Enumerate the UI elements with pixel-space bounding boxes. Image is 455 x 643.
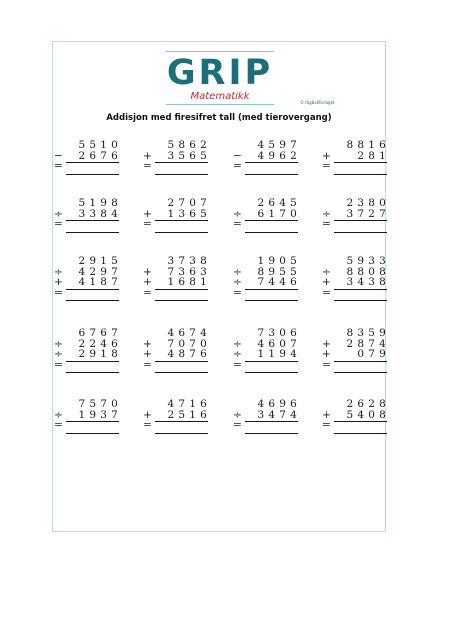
problem-row	[233, 151, 303, 162]
problem-row	[54, 209, 124, 220]
problem-6	[143, 198, 213, 230]
answer-row	[54, 420, 124, 431]
equals-sign: =	[143, 218, 152, 230]
operand-number: 3727	[346, 207, 390, 220]
operand-number: 2246	[78, 337, 122, 350]
problem-15	[233, 328, 303, 370]
problem-row	[143, 277, 213, 288]
operator-sign: ÷	[54, 337, 63, 350]
problem-row	[54, 151, 124, 162]
operator-sign: +	[143, 149, 152, 162]
operand-number: 2918	[78, 348, 122, 360]
answer-rule[interactable]	[334, 174, 387, 175]
equals-sign: =	[322, 286, 331, 299]
problem-row	[322, 410, 392, 421]
operand-number: 2707	[167, 197, 211, 209]
answer-row	[233, 219, 303, 230]
answer-rule[interactable]	[155, 372, 208, 373]
operand-number: 2915	[78, 255, 122, 267]
problem-9	[54, 256, 124, 298]
answer-row	[322, 161, 392, 172]
equals-sign: =	[322, 160, 331, 172]
problem-1	[54, 140, 124, 172]
problem-row	[233, 209, 303, 220]
answer-rule[interactable]	[155, 232, 208, 233]
operand-number: 4597	[257, 139, 301, 151]
logo-subtitle: Matematikk	[190, 91, 250, 102]
operator-sign: −	[54, 149, 63, 162]
operator-sign: ÷	[233, 207, 242, 220]
problem-row	[322, 399, 392, 410]
problem-14	[143, 328, 213, 370]
problem-12	[322, 256, 392, 298]
operand-number: 281	[349, 149, 390, 162]
answer-row	[233, 360, 303, 371]
problem-16	[322, 328, 392, 370]
problem-row	[143, 140, 213, 151]
operand-number: 1937	[78, 408, 122, 421]
operand-number: 2676	[78, 149, 122, 162]
operator-sign: −	[233, 149, 242, 162]
logo-bottom-rule	[166, 104, 274, 105]
operand-number: 7306	[257, 327, 301, 339]
answer-rule[interactable]	[66, 372, 119, 373]
operand-number: 1365	[167, 207, 211, 220]
operator-sign: +	[143, 408, 152, 421]
problem-8	[322, 198, 392, 230]
operator-sign: ÷	[54, 265, 63, 278]
answer-row	[143, 288, 213, 299]
operand-number: 2628	[346, 398, 390, 410]
problem-row	[322, 198, 392, 209]
problem-4	[322, 140, 392, 172]
operand-number: 6767	[78, 327, 122, 339]
answer-row	[54, 219, 124, 230]
problem-row	[54, 349, 124, 360]
problem-row	[233, 140, 303, 151]
operand-number: 7570	[78, 398, 122, 410]
problem-row	[322, 256, 392, 267]
answer-rule[interactable]	[245, 232, 298, 233]
operator-sign: ÷	[322, 207, 331, 220]
operand-number: 5408	[346, 408, 390, 421]
answer-row	[143, 219, 213, 230]
answer-row	[54, 161, 124, 172]
operand-number: 4297	[78, 265, 122, 278]
operand-number: 5510	[78, 139, 122, 151]
operand-number: 2380	[346, 197, 390, 209]
problem-row	[54, 328, 124, 339]
operand-number: 6170	[257, 207, 301, 220]
logo-top-rule	[166, 51, 274, 52]
answer-rule[interactable]	[245, 174, 298, 175]
equals-sign: =	[54, 286, 63, 299]
problem-row	[233, 256, 303, 267]
operand-number: 8816	[346, 139, 390, 151]
operand-number: 3474	[257, 408, 301, 421]
operator-sign: ÷	[54, 408, 63, 421]
equals-sign: =	[322, 218, 331, 230]
operand-number: 3384	[78, 207, 122, 220]
problem-row	[322, 277, 392, 288]
operand-number: 4696	[257, 398, 301, 410]
answer-row	[54, 288, 124, 299]
operator-sign: ÷	[233, 348, 242, 360]
operand-number: 7446	[257, 276, 301, 288]
operator-sign: +	[143, 337, 152, 350]
problem-row	[322, 328, 392, 339]
answer-row	[54, 360, 124, 371]
answer-rule[interactable]	[66, 174, 119, 175]
operand-number: 1194	[257, 348, 301, 360]
equals-sign: =	[233, 358, 242, 371]
problem-row	[233, 410, 303, 421]
operand-number: 4674	[167, 327, 211, 339]
problem-18	[143, 399, 213, 431]
answer-rule[interactable]	[245, 372, 298, 373]
problem-3	[233, 140, 303, 172]
problem-row	[54, 256, 124, 267]
answer-row	[233, 420, 303, 431]
equals-sign: =	[143, 358, 152, 371]
operator-sign: +	[54, 276, 63, 288]
operator-sign: ÷	[233, 337, 242, 350]
equals-sign: =	[143, 419, 152, 431]
answer-row	[233, 288, 303, 299]
operator-sign: ÷	[233, 276, 242, 288]
problem-row	[143, 209, 213, 220]
equals-sign: =	[233, 160, 242, 172]
problem-row	[233, 198, 303, 209]
equals-sign: =	[233, 286, 242, 299]
operand-number: 079	[349, 348, 390, 360]
operator-sign: +	[322, 408, 331, 421]
operand-number: 5933	[346, 255, 390, 267]
problem-row	[143, 410, 213, 421]
answer-rule[interactable]	[245, 300, 298, 301]
problem-row	[143, 151, 213, 162]
answer-rule[interactable]	[66, 232, 119, 233]
answer-rule[interactable]	[155, 300, 208, 301]
operand-number: 8359	[346, 327, 390, 339]
problem-row	[143, 198, 213, 209]
answer-row	[143, 161, 213, 172]
operand-number: 4187	[78, 276, 122, 288]
operator-sign: +	[143, 207, 152, 220]
answer-rule[interactable]	[66, 433, 119, 434]
operand-number: 4962	[257, 149, 301, 162]
problem-row	[233, 277, 303, 288]
operand-number: 3438	[346, 276, 390, 288]
logo-title: GRIP	[166, 53, 274, 93]
problem-5	[54, 198, 124, 230]
operand-number: 2516	[167, 408, 211, 421]
operand-number: 2874	[346, 337, 390, 350]
operator-sign: ÷	[233, 408, 242, 421]
operand-number: 8955	[257, 265, 301, 278]
problem-row	[54, 140, 124, 151]
operand-number: 5198	[78, 197, 122, 209]
operator-sign: +	[322, 276, 331, 288]
problem-row	[54, 277, 124, 288]
worksheet-title: Addisjon med firesifret tall (med tierovergang)	[106, 113, 332, 123]
answer-row	[322, 288, 392, 299]
answer-row	[322, 219, 392, 230]
answer-rule[interactable]	[334, 300, 387, 301]
operand-number: 4607	[257, 337, 301, 350]
problem-row	[322, 140, 392, 151]
operand-number: 7070	[167, 337, 211, 350]
equals-sign: =	[143, 286, 152, 299]
problem-row	[54, 399, 124, 410]
answer-row	[143, 360, 213, 371]
operator-sign: +	[322, 348, 331, 360]
operator-sign: +	[143, 276, 152, 288]
answer-rule[interactable]	[334, 433, 387, 434]
answer-rule[interactable]	[334, 372, 387, 373]
problem-10	[143, 256, 213, 298]
equals-sign: =	[54, 358, 63, 371]
operator-sign: +	[143, 265, 152, 278]
answer-row	[322, 360, 392, 371]
problem-row	[143, 399, 213, 410]
problem-row	[233, 349, 303, 360]
operator-sign: +	[143, 348, 152, 360]
problem-17	[54, 399, 124, 431]
answer-rule[interactable]	[245, 433, 298, 434]
answer-rule[interactable]	[334, 232, 387, 233]
operator-sign: +	[322, 149, 331, 162]
operator-sign: ÷	[233, 265, 242, 278]
equals-sign: =	[54, 218, 63, 230]
answer-row	[322, 420, 392, 431]
problem-row	[143, 256, 213, 267]
operator-sign: ÷	[322, 265, 331, 278]
problem-row	[322, 349, 392, 360]
operator-sign: +	[322, 337, 331, 350]
operand-number: 1905	[257, 255, 301, 267]
problem-row	[54, 410, 124, 421]
operand-number: 3565	[167, 149, 211, 162]
problem-row	[322, 151, 392, 162]
equals-sign: =	[233, 218, 242, 230]
problem-row	[233, 328, 303, 339]
equals-sign: =	[54, 419, 63, 431]
equals-sign: =	[54, 160, 63, 172]
problem-13	[54, 328, 124, 370]
problem-11	[233, 256, 303, 298]
operand-number: 4716	[167, 398, 211, 410]
equals-sign: =	[322, 419, 331, 431]
operator-sign: ÷	[54, 207, 63, 220]
answer-row	[233, 161, 303, 172]
answer-rule[interactable]	[66, 300, 119, 301]
problem-row	[54, 198, 124, 209]
operand-number: 8808	[346, 265, 390, 278]
operand-number: 1681	[167, 276, 211, 288]
problem-20	[322, 399, 392, 431]
problem-row	[233, 399, 303, 410]
equals-sign: =	[322, 358, 331, 371]
problem-row	[143, 349, 213, 360]
answer-row	[143, 420, 213, 431]
answer-rule[interactable]	[155, 433, 208, 434]
problem-19	[233, 399, 303, 431]
answer-rule[interactable]	[155, 174, 208, 175]
operand-number: 5862	[167, 139, 211, 151]
operand-number: 3738	[167, 255, 211, 267]
operator-sign: ÷	[54, 348, 63, 360]
problem-7	[233, 198, 303, 230]
operand-number: 7363	[167, 265, 211, 278]
equals-sign: =	[233, 419, 242, 431]
copyright-notice: © fagbokforlaget	[300, 100, 335, 105]
operand-number: 2645	[257, 197, 301, 209]
problem-row	[322, 209, 392, 220]
equals-sign: =	[143, 160, 152, 172]
problem-row	[143, 328, 213, 339]
problem-2	[143, 140, 213, 172]
operand-number: 4876	[167, 348, 211, 360]
